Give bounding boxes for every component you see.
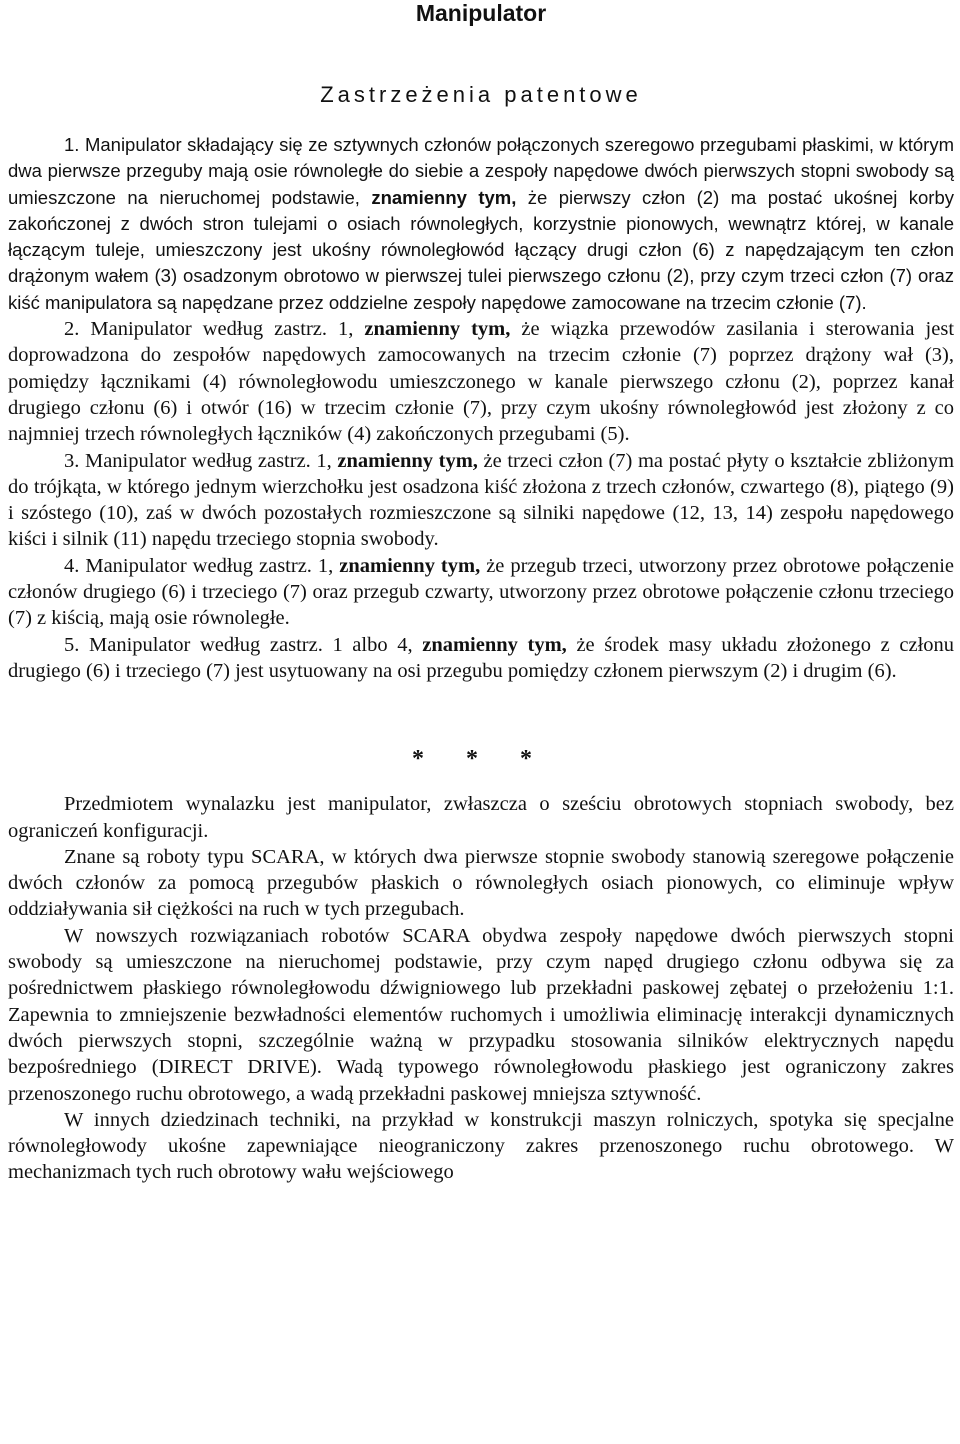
description-paragraph: W innych dziedzinach techniki, na przykład w konstrukcji maszyn rolniczych, spotyka się specjalne równoległowody ukośne zapewniające nieograniczony zakres przenoszonego ruchu obrotowego. W mechanizmach tych ruch obrotowy wału wejściowego [8,1108,954,1184]
document-page [8,0,954,1186]
claims-heading: Zastrzeżenia patentowe [320,82,642,107]
description-paragraph: Przedmiotem wynalazku jest manipulator, zwłaszcza o sześciu obrotowych stopniach swobody, bez ograniczeń konfiguracji. [8,793,954,842]
claim-4: 4. Manipulator według zastrz. 1, znamienny tym, że przegub trzeci, utworzony przez obrotowe połączenie członów drugiego (6) i trzeciego (7) oraz przegub czwarty, utworzony przez obrotowe połączenie członu trzeciego (7) z kiścią, mają osie równoległe. [8,554,955,630]
claims-section [8,132,954,684]
description-paragraph: Znane są roboty typu SCARA, w których dwa pierwsze stopnie swobody stanowią szeregowe połączenie dwóch członów za pomocą przegubów płaskich o równoległych osiach pionowych, co eliminuje wpływ oddziaływania sił ciężkości na ruch w tych przegubach. [8,845,954,921]
claim-2: 2. Manipulator według zastrz. 1, znamienny tym, że wiązka przewodów zasilania i sterowania jest doprowadzona do zespołów napędowych zamocowanych na trzecim członie (7) poprzez drążony wał (3), pomiędzy łącznikami (4) równoległowodu umieszczonego w kanale pierwszego członu (2), poprzez kanał drugiego członu (6) i otwór (16) w trzecim członie (7), przy czym ukośny równoległowód jest złożony z co najmniej trzech równoległych łączników (4) zakończonych przegubami (5). [8,318,955,446]
section-separator: * * * [412,746,550,773]
description-paragraph: W nowszych rozwiązaniach robotów SCARA obydwa zespoły napędowe dwóch pierwszych stopni swobody są umieszczone na nieruchomej podstawie, przy czym napęd drugiego członu odbywa się za pośrednictwem płaskiego równoległowodu dźwigniowego lub przekładni paskowej zębatej o przełożeniu 1:1. Zapewnia to zmniejszenie bezwładności elementów ruchomych i umożliwia eliminację interakcji dynamicznych dwóch pierwszych stopni, szczególnie ważną w przypadku stosowania silników elektrycznych napędu bezpośredniego (DIRECT DRIVE). Wadą typowego równoległowodu płaskiego jest ograniczony zakres przenoszonego ruchu obrotowego, a wadą przekładni paskowej mniejsza sztywność. [8,924,954,1105]
description-section [8,791,954,1185]
claim-3: 3. Manipulator według zastrz. 1, znamienny tym, że trzeci człon (7) ma postać płyty o kształcie zbliżonym do trójkąta, w którego jednym wierzchołku jest osadzona kiść złożona z trzech członów, czwartego (8), piątego (9) i szóstego (10), zaś w dwóch pozostałych rozmieszczone są silniki napędowe (12, 13, 14) zespołu napędowego kiści i silnik (11) napędu trzeciego stopnia swobody. [8,449,955,551]
claim-5: 5. Manipulator według zastrz. 1 albo 4, znamienny tym, że środek masy układu złożonego z członu drugiego (6) i trzeciego (7) jest usytuowany na osi przegubu pomiędzy członem pierwszym (2) i drugim (6). [8,633,955,682]
document-title: Manipulator [415,0,547,26]
claim-1: 1. Manipulator składający się ze sztywnych członów połączonych szeregowo przegubami płaskimi, w którym dwa pierwsze przeguby mają osie równoległe do siebie a zespoły napędowe dwóch pierwszych stopni swobody są umieszczone na nieruchomej podstawie, znamienny tym, że pierwszy człon (2) ma postać ukośnej korby zakończonej z dwóch stron tulejami o osiach równoległych, korzystnie pionowych, wewnątrz której, w kanale łączącym tuleje, umieszczony jest ukośny równoległowód łączący drugi człon (6) z napędzającym ten człon drążonym wałem (3) osadzonym obrotowo w pierwszej tulei pierwszego członu (2), przy czym trzeci człon (7) oraz kiść manipulatora są napędzane przez oddzielne zespoły napędowe zamocowane na trzecim członie (7). [8,134,954,313]
